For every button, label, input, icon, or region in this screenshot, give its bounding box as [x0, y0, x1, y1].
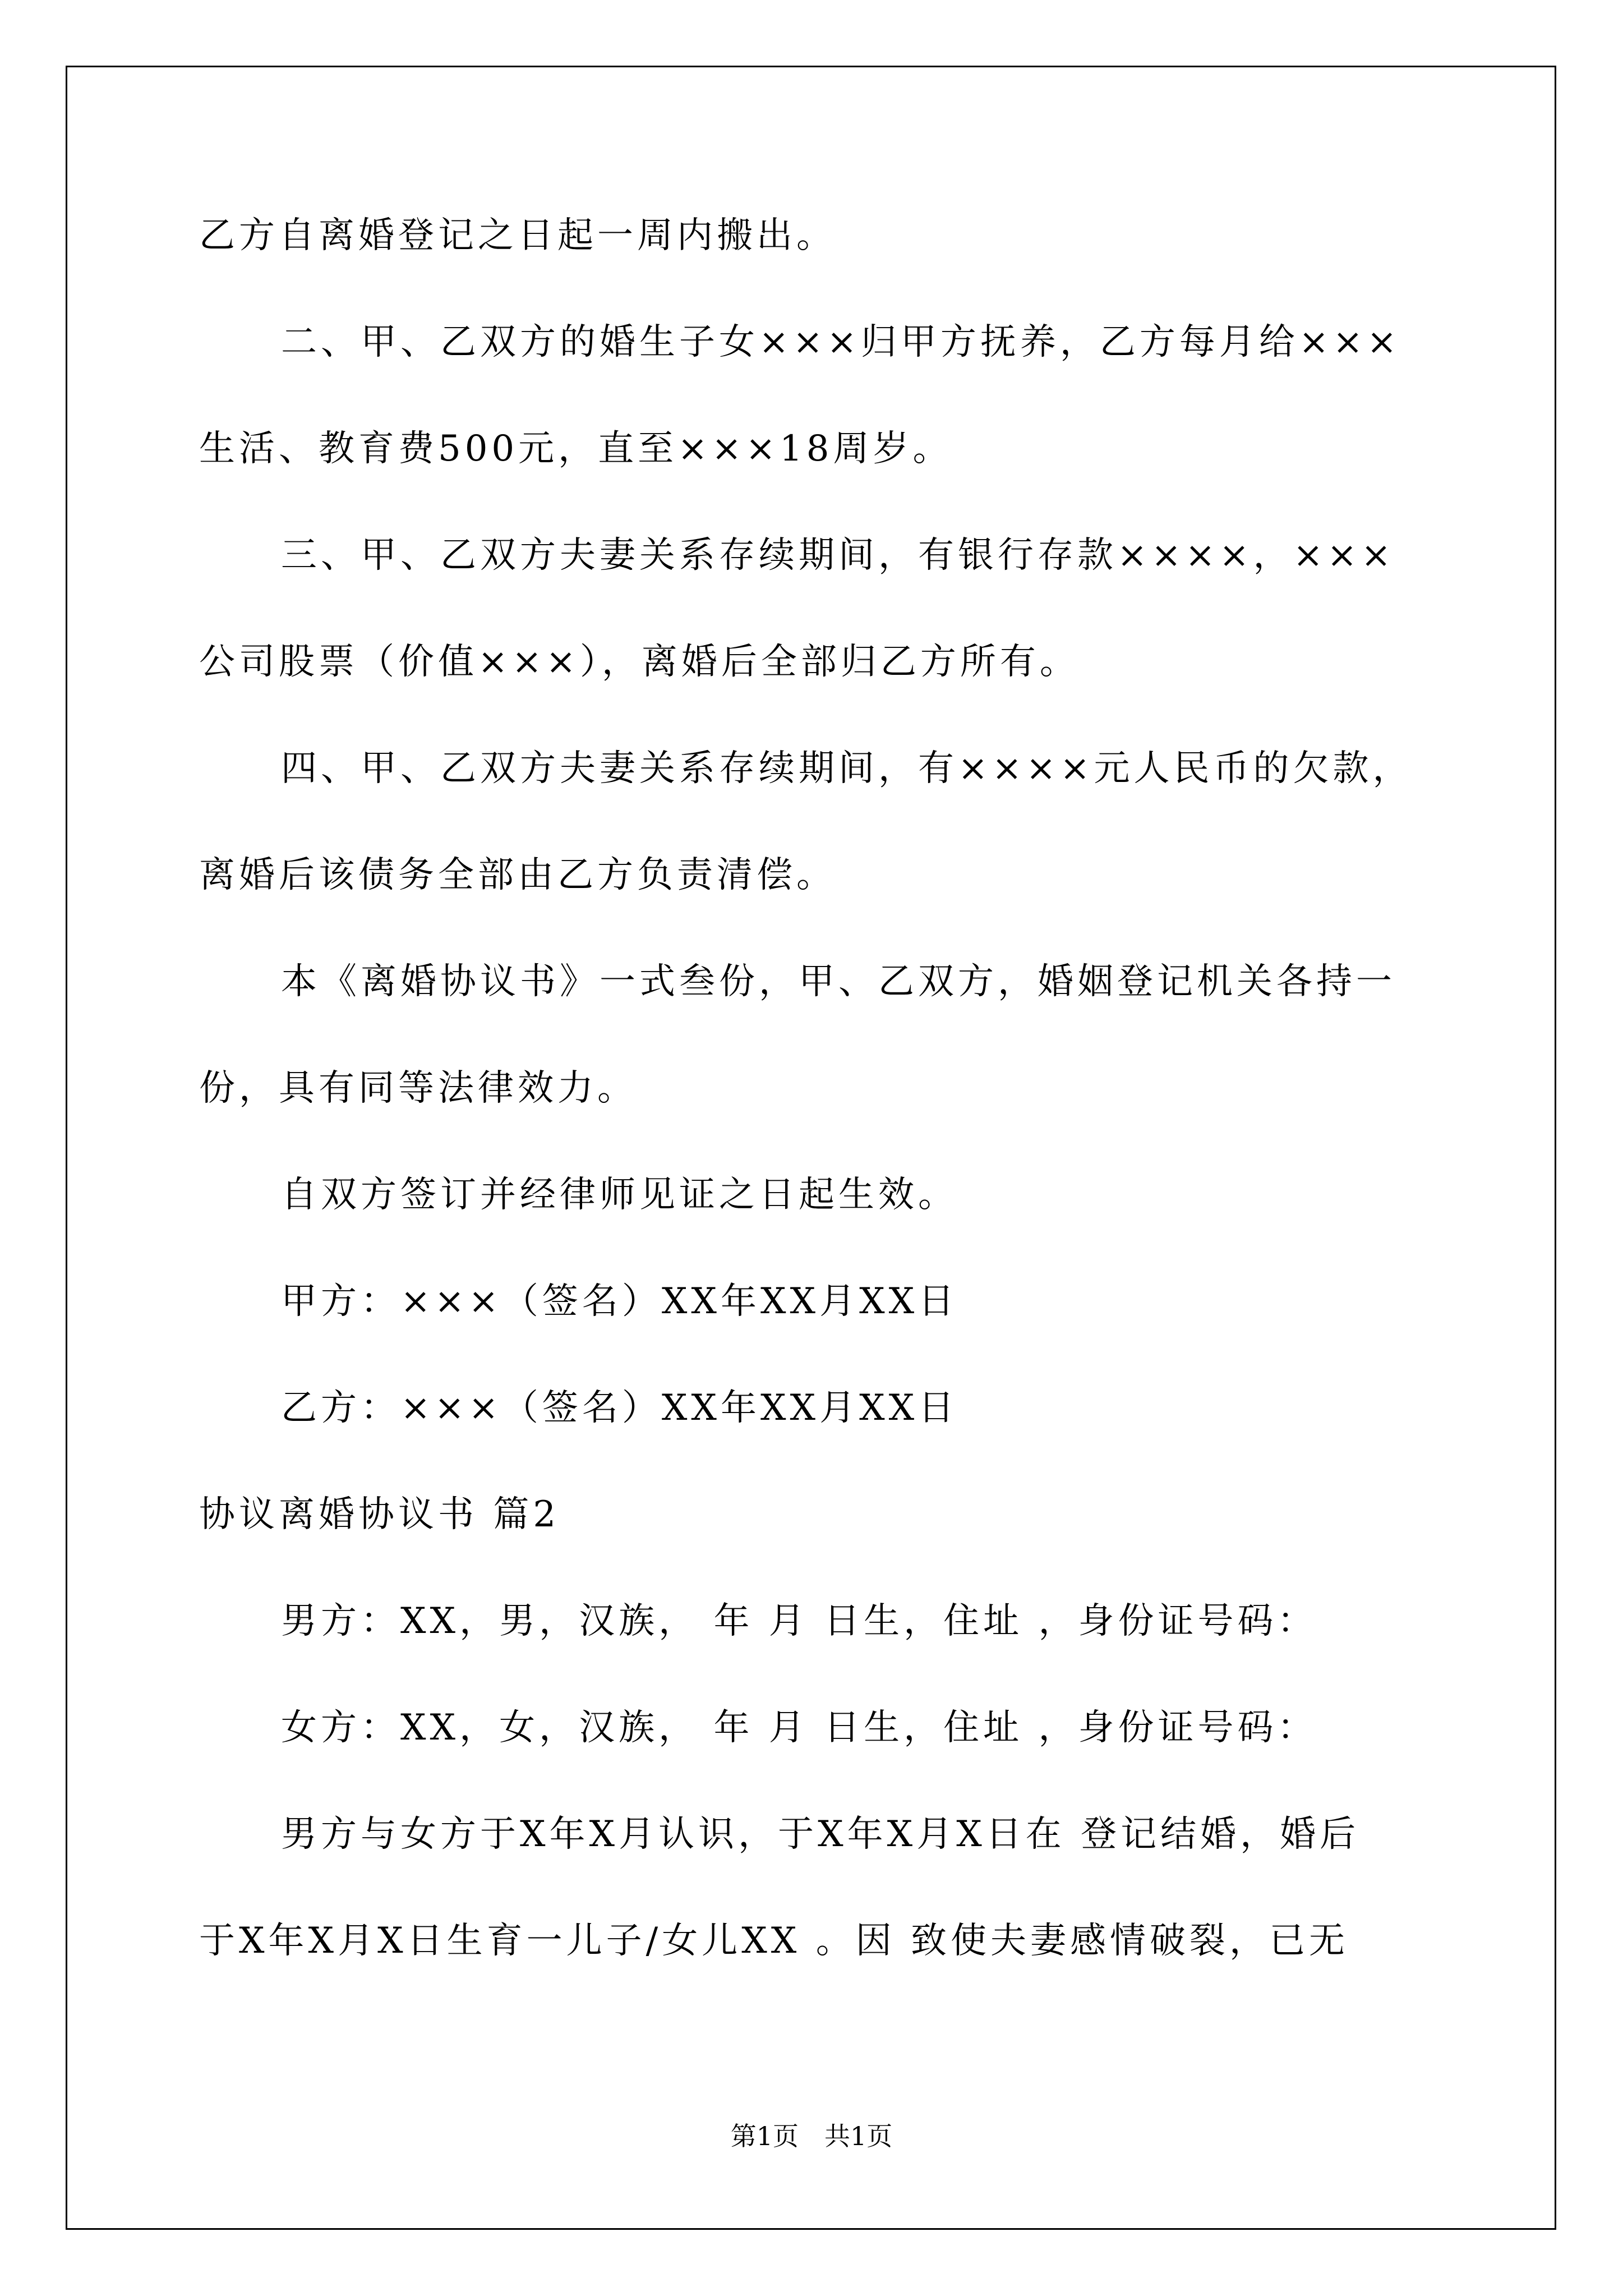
- text-line-6: 四、甲、乙双方夫妻关系存续期间，有××××元人民币的欠款，: [281, 748, 1413, 789]
- page-border: [66, 66, 1556, 2230]
- signature-party-b: 乙方：×××（签名）XX年XX月XX日: [281, 1387, 958, 1429]
- text-line-10: 自双方签订并经律师见证之日起生效。: [281, 1174, 958, 1216]
- text-line-2: 二、甲、乙双方的婚生子女×××归甲方抚养，乙方每月给×××: [281, 321, 1401, 363]
- section-heading: 协议离婚协议书 篇2: [199, 1494, 560, 1535]
- text-line-17: 于X年X月X日生育一儿子/女儿XX 。因 致使夫妻感情破裂，已无: [199, 1920, 1349, 1962]
- text-line-7: 离婚后该债务全部由乙方负责清偿。: [199, 854, 836, 896]
- text-line-8: 本《离婚协议书》一式叁份，甲、乙双方，婚姻登记机关各持一: [281, 961, 1396, 1002]
- text-line-4: 三、甲、乙双方夫妻关系存续期间，有银行存款××××，×××: [281, 535, 1395, 576]
- text-line-woman: 女方：XX，女，汉族， 年 月 日生，住址 ，身份证号码：: [281, 1707, 1317, 1749]
- text-line-man: 男方：XX，男，汉族， 年 月 日生，住址 ，身份证号码：: [281, 1600, 1317, 1642]
- text-line-9: 份，具有同等法律效力。: [199, 1068, 637, 1109]
- text-line-3: 生活、教育费500元，直至×××18周岁。: [199, 428, 953, 470]
- signature-party-a: 甲方：×××（签名）XX年XX月XX日: [281, 1281, 958, 1322]
- text-line-1: 乙方自离婚登记之日起一周内搬出。: [199, 215, 836, 256]
- text-line-5: 公司股票（价值×××），离婚后全部归乙方所有。: [199, 641, 1080, 683]
- page-footer: 第1页 共1页: [730, 2121, 893, 2151]
- text-line-16: 男方与女方于X年X月认识，于X年X月X日在 登记结婚，婚后: [281, 1814, 1360, 1855]
